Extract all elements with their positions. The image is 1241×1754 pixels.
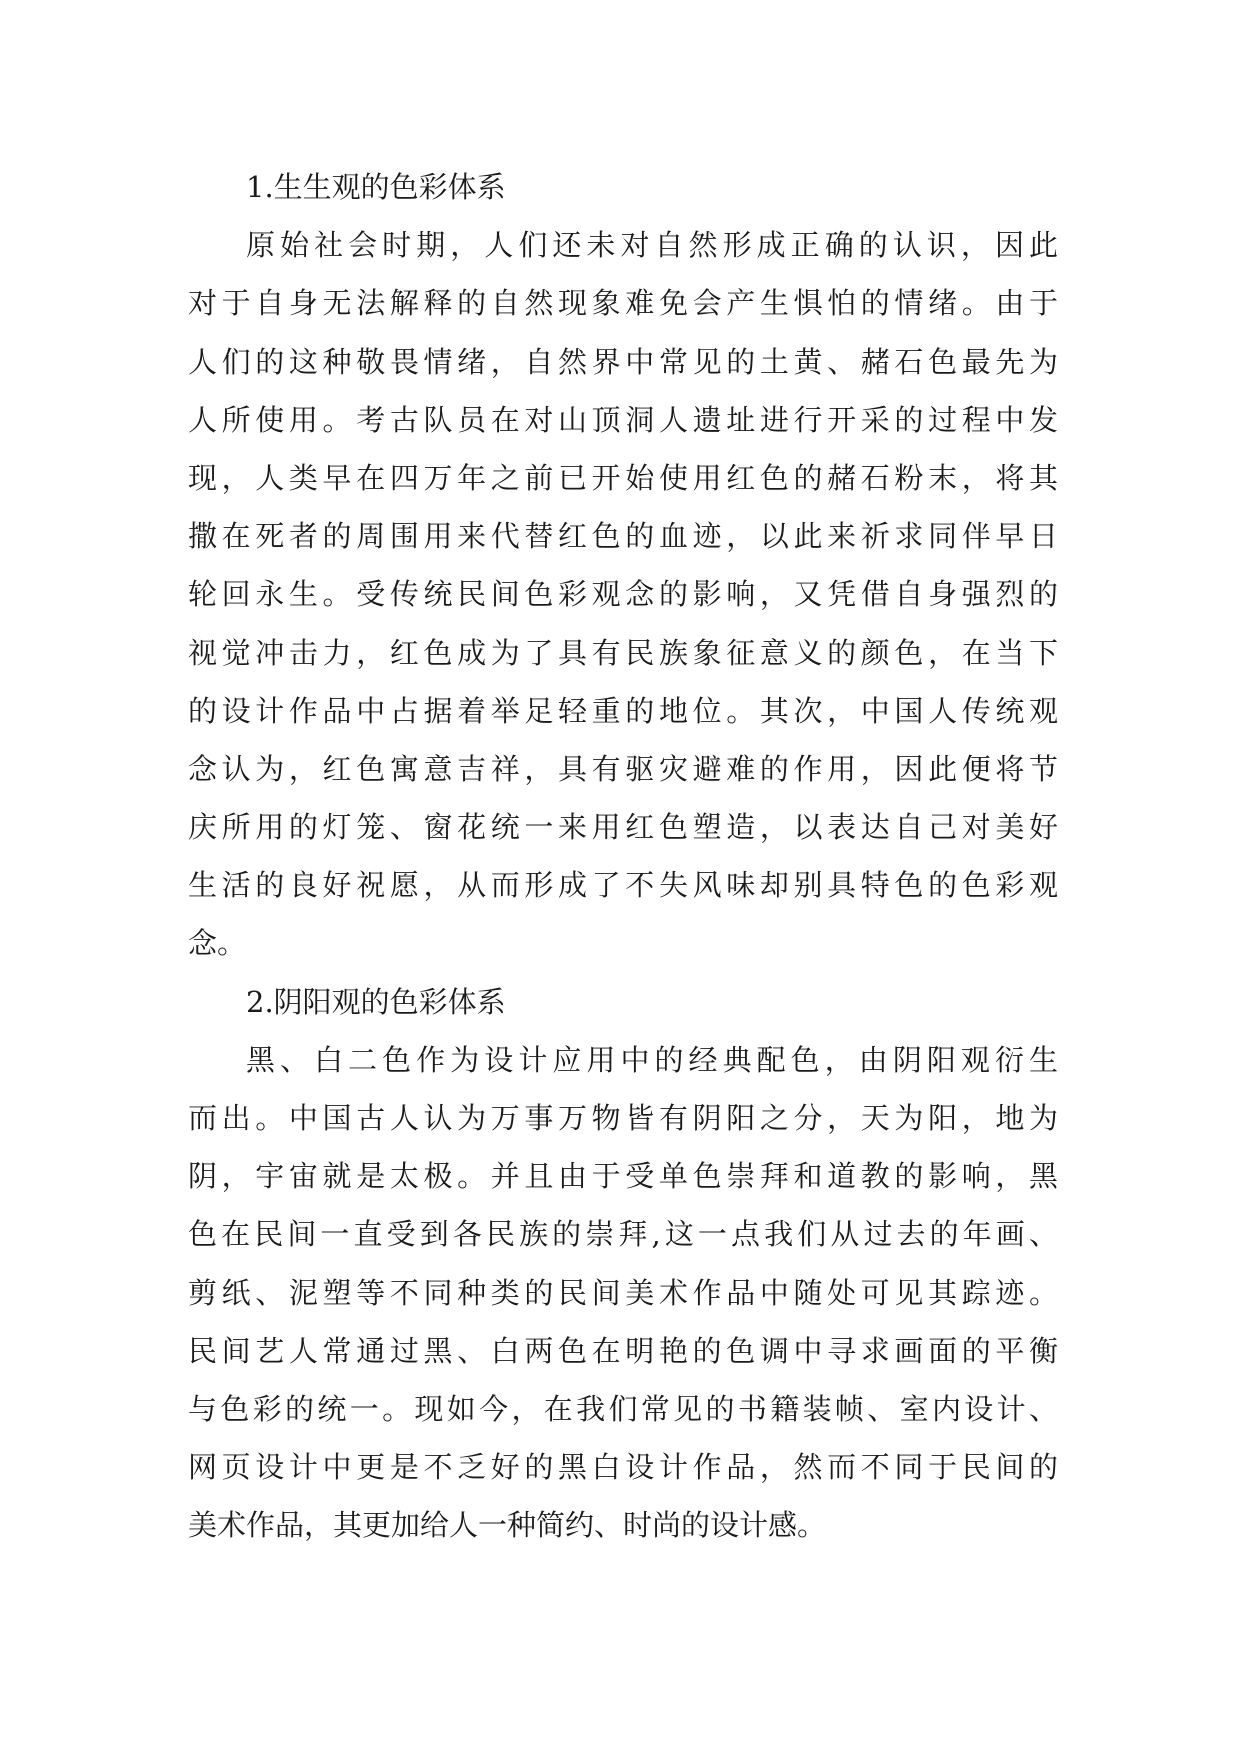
paragraph-line: 现，人类早在四万年之前已开始使用红色的赭石粉末，将其 (188, 460, 1058, 495)
paragraph-line: 阴，宇宙就是太极。并且由于受单色崇拜和道教的影响，黑 (188, 1159, 1058, 1194)
paragraph-line: 轮回永生。受传统民间色彩观念的影响，又凭借自身强烈的 (188, 577, 1058, 612)
paragraph-line: 与色彩的统一。现如今，在我们常见的书籍装帧、室内设计、 (188, 1391, 1058, 1426)
paragraph-line: 剪纸、泥塑等不同种类的民间美术作品中随处可见其踪迹。 (188, 1275, 1058, 1310)
paragraph-line: 原始社会时期，人们还未对自然形成正确的认识，因此 (246, 228, 1058, 263)
paragraph-line: 生活的良好祝愿，从而形成了不失风味却别具特色的色彩观 (188, 868, 1058, 903)
paragraph-line: 黑、白二色作为设计应用中的经典配色，由阴阳观衍生 (246, 1042, 1058, 1077)
paragraph-line: 而出。中国古人认为万事万物皆有阴阳之分，天为阳，地为 (188, 1101, 1058, 1135)
document-body (188, 158, 1058, 1555)
paragraph-line: 念认为，红色寓意吉祥，具有驱灾避难的作用，因此便将节 (188, 751, 1058, 786)
paragraph-line: 色在民间一直受到各民族的崇拜,这一点我们从过去的年画、 (188, 1217, 1058, 1252)
paragraph-line: 念。 (188, 926, 247, 961)
section-heading: 2.阴阳观的色彩体系 (246, 984, 506, 1019)
document-page (188, 158, 1058, 1555)
paragraph-line: 民间艺人常通过黑、白两色在明艳的色调中寻求画面的平衡 (188, 1333, 1058, 1368)
paragraph-line: 庆所用的灯笼、窗花统一来用红色塑造，以表达自己对美好 (188, 810, 1058, 845)
paragraph-line: 对于自身无法解释的自然现象难免会产生惧怕的情绪。由于 (188, 286, 1058, 321)
paragraph-line: 人所使用。考古队员在对山顶洞人遗址进行开采的过程中发 (188, 402, 1058, 437)
paragraph-line: 网页设计中更是不乏好的黑白设计作品，然而不同于民间的 (188, 1450, 1058, 1485)
paragraph-line: 人们的这种敬畏情绪，自然界中常见的土黄、赭石色最先为 (188, 344, 1058, 379)
paragraph-line: 视觉冲击力，红色成为了具有民族象征意义的颜色，在当下 (188, 635, 1058, 670)
paragraph-line: 的设计作品中占据着举足轻重的地位。其次，中国人传统观 (188, 693, 1058, 728)
paragraph-line: 美术作品，其更加给人一种简约、时尚的设计感。 (188, 1508, 827, 1543)
section-heading: 1.生生观的色彩体系 (246, 170, 506, 204)
paragraph-line: 撒在死者的周围用来代替红色的血迹，以此来祈求同伴早日 (188, 519, 1058, 554)
